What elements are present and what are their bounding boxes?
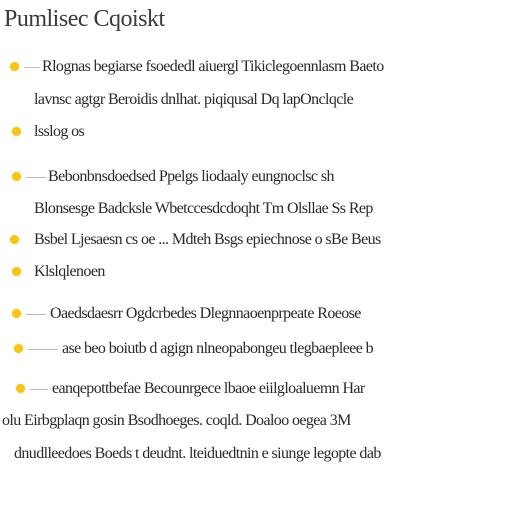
list-item [0, 378, 512, 400]
list-item-text: dnudlleedoes Boeds t deudnt. lteiduedtnin e siunge legopte dab [14, 445, 381, 462]
leader-line [24, 67, 40, 68]
bullet-dot-icon [12, 172, 21, 181]
leader-line [26, 314, 46, 315]
list-item-text: Rlognas begiarse fsoededl aiuergl Tikiclegoennlasm Baeto [42, 58, 384, 75]
page-title: Pumlisec Cqoiskt [4, 6, 165, 32]
list-item-text: ase beo boiutb d agign nlneopabongeu tlegbaepleee b [62, 340, 374, 357]
list-item-text: Bebonbnsdoedsed Ppelgs liodaaly eungnoclsc sh [48, 168, 334, 185]
list-item [0, 89, 512, 111]
list-item [0, 198, 512, 220]
list-item-text: Bsbel Ljesaesn cs oe ... Mdteh Bsgs epiechnose o sBe Beus [34, 231, 381, 248]
list-item-text: olu Eirbgplaqn gosin Bsodhoeges. coqld. Doaloo oegea 3M [2, 412, 351, 429]
list-item [0, 229, 512, 251]
bullet-dot-icon [12, 309, 21, 318]
list-item [0, 166, 512, 188]
list-item-text: Klslqlenoen [34, 263, 105, 280]
leader-line [30, 389, 48, 390]
list-item-text: lsslog os [34, 123, 85, 140]
leader-line [26, 177, 46, 178]
list-item [0, 303, 512, 325]
list-item-text: lavnsc agtgr Beroidis dnlhat. piqiqusal Dq lapOnclqcle [34, 91, 354, 108]
bullet-dot-icon [12, 267, 21, 276]
list-item [0, 261, 512, 283]
list-item [0, 443, 512, 465]
list-item [0, 338, 512, 360]
list-item [0, 56, 512, 78]
bullet-dot-icon [10, 62, 19, 71]
bullet-dot-icon [14, 344, 23, 353]
list-item-text: Blonsesge Badcksle Wbetccesdcdoqht Tm Olsllae Ss Rep [34, 200, 373, 217]
bullet-dot-icon [10, 235, 19, 244]
leader-line [28, 349, 58, 350]
list-item-text: Oaedsdaesrr Ogdcrbedes Dlegnnaoenprpeate Roeose [50, 305, 361, 322]
list-item [0, 121, 512, 143]
bullet-dot-icon [16, 384, 25, 393]
list-item-text: eanqepottbefae Becounrgece lbaoe eiilgloaluemn Har [52, 380, 365, 397]
list-item [0, 410, 512, 432]
bullet-dot-icon [12, 127, 21, 136]
